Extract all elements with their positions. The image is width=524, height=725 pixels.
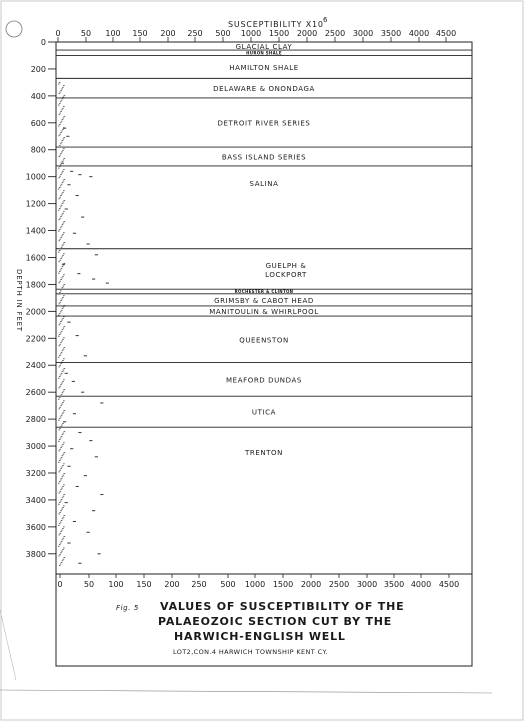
y-tick-label: 1400 <box>25 226 46 236</box>
top-x-tick-label: 500 <box>215 29 231 38</box>
formation-label: GUELPH & <box>265 261 307 270</box>
formation-label: BASS ISLAND SERIES <box>221 153 307 162</box>
title-line-3: HARWICH-ENGLISH WELL <box>174 630 346 643</box>
top-x-tick-label: 4000 <box>408 29 430 38</box>
y-tick-label: 2000 <box>25 307 46 317</box>
formation-label: ROCHESTER & CLINTON <box>234 289 294 295</box>
y-tick-label: 2400 <box>25 361 46 371</box>
bottom-x-tick-label: 1500 <box>272 580 294 589</box>
y-tick-label: 3000 <box>25 442 46 452</box>
y-tick-label: 200 <box>30 64 46 74</box>
bottom-x-tick-label: 100 <box>108 580 124 589</box>
y-tick-label: 1000 <box>25 172 46 182</box>
top-x-tick-label: 100 <box>105 29 121 38</box>
y-tick-label: 0 <box>40 38 46 47</box>
bottom-x-tick-label: 500 <box>220 580 236 589</box>
y-tick-label: 400 <box>30 91 46 101</box>
top-x-tick-label: 2000 <box>296 29 318 38</box>
y-axis-label: DEPTH IN FEET <box>15 269 23 332</box>
top-x-tick-label: 1500 <box>268 29 290 38</box>
formation-label: TRENTON <box>244 449 284 458</box>
bottom-x-tick-label: 2000 <box>300 580 322 589</box>
y-tick-label: 2600 <box>25 388 46 398</box>
top-axis-exponent: 6 <box>323 16 329 24</box>
formation-label: HAMILTON SHALE <box>229 63 299 72</box>
bottom-x-tick-label: 0 <box>57 580 63 589</box>
formation-label: UTICA <box>251 408 277 417</box>
formation-label: GRIMSBY & CABOT HEAD <box>214 296 314 305</box>
formation-label: DELAWARE & ONONDAGA <box>213 85 315 94</box>
title-line-2: PALAEOZOIC SECTION CUT BY THE <box>158 615 393 628</box>
formation-label: LOCKPORT <box>265 270 307 279</box>
bottom-x-tick-label: 4000 <box>410 580 432 589</box>
y-tick-label: 3200 <box>25 468 46 478</box>
y-tick-label: 2200 <box>25 334 46 344</box>
y-tick-label: 800 <box>30 145 46 155</box>
formation-label: MANITOULIN & WHIRLPOOL <box>209 308 319 317</box>
title-line-1: VALUES OF SUSCEPTIBILITY OF THE <box>160 600 405 613</box>
figure-label: Fig. 5 <box>116 604 139 612</box>
bottom-x-tick-label: 3500 <box>383 580 405 589</box>
y-tick-label: 1600 <box>25 253 46 263</box>
formation-label: DETROIT RIVER SERIES <box>217 119 311 128</box>
y-tick-label: 3800 <box>25 549 46 559</box>
top-x-tick-label: 3000 <box>352 29 374 38</box>
formation-label: QUEENSTON <box>239 336 289 345</box>
formation-label: MEAFORD DUNDAS <box>226 376 302 385</box>
formation-label: HURON SHALE <box>246 50 282 56</box>
y-tick-label: 3400 <box>25 495 46 505</box>
subtitle: LOT2,CON.4 HARWICH TOWNSHIP KENT CY. <box>173 648 328 656</box>
bottom-x-tick-label: 150 <box>136 580 152 589</box>
top-x-tick-label: 2500 <box>324 29 346 38</box>
y-tick-label: 600 <box>30 118 46 128</box>
y-tick-label: 1200 <box>25 199 46 209</box>
y-tick-label: 2800 <box>25 415 46 425</box>
bottom-x-tick-label: 4500 <box>438 580 460 589</box>
top-x-tick-label: 50 <box>80 29 92 38</box>
bottom-x-tick-label: 2500 <box>328 580 350 589</box>
y-tick-label: 1800 <box>25 280 46 290</box>
formation-label: GLACIAL CLAY <box>235 43 293 52</box>
formation-label: SALINA <box>249 179 279 188</box>
bottom-x-tick-label: 50 <box>83 580 95 589</box>
top-x-tick-label: 4500 <box>435 29 457 38</box>
top-x-tick-label: 3500 <box>380 29 402 38</box>
bottom-x-tick-label: 200 <box>164 580 180 589</box>
top-x-tick-label: 1000 <box>240 29 262 38</box>
y-tick-label: 3600 <box>25 522 46 532</box>
bottom-x-tick-label: 250 <box>191 580 207 589</box>
bottom-x-tick-label: 3000 <box>356 580 378 589</box>
top-x-tick-label: 0 <box>55 29 61 38</box>
top-axis-label: SUSCEPTIBILITY X10 <box>228 20 324 29</box>
top-x-tick-label: 150 <box>132 29 148 38</box>
bottom-x-tick-label: 1000 <box>244 580 266 589</box>
top-x-tick-label: 200 <box>160 29 176 38</box>
top-x-tick-label: 250 <box>187 29 203 38</box>
